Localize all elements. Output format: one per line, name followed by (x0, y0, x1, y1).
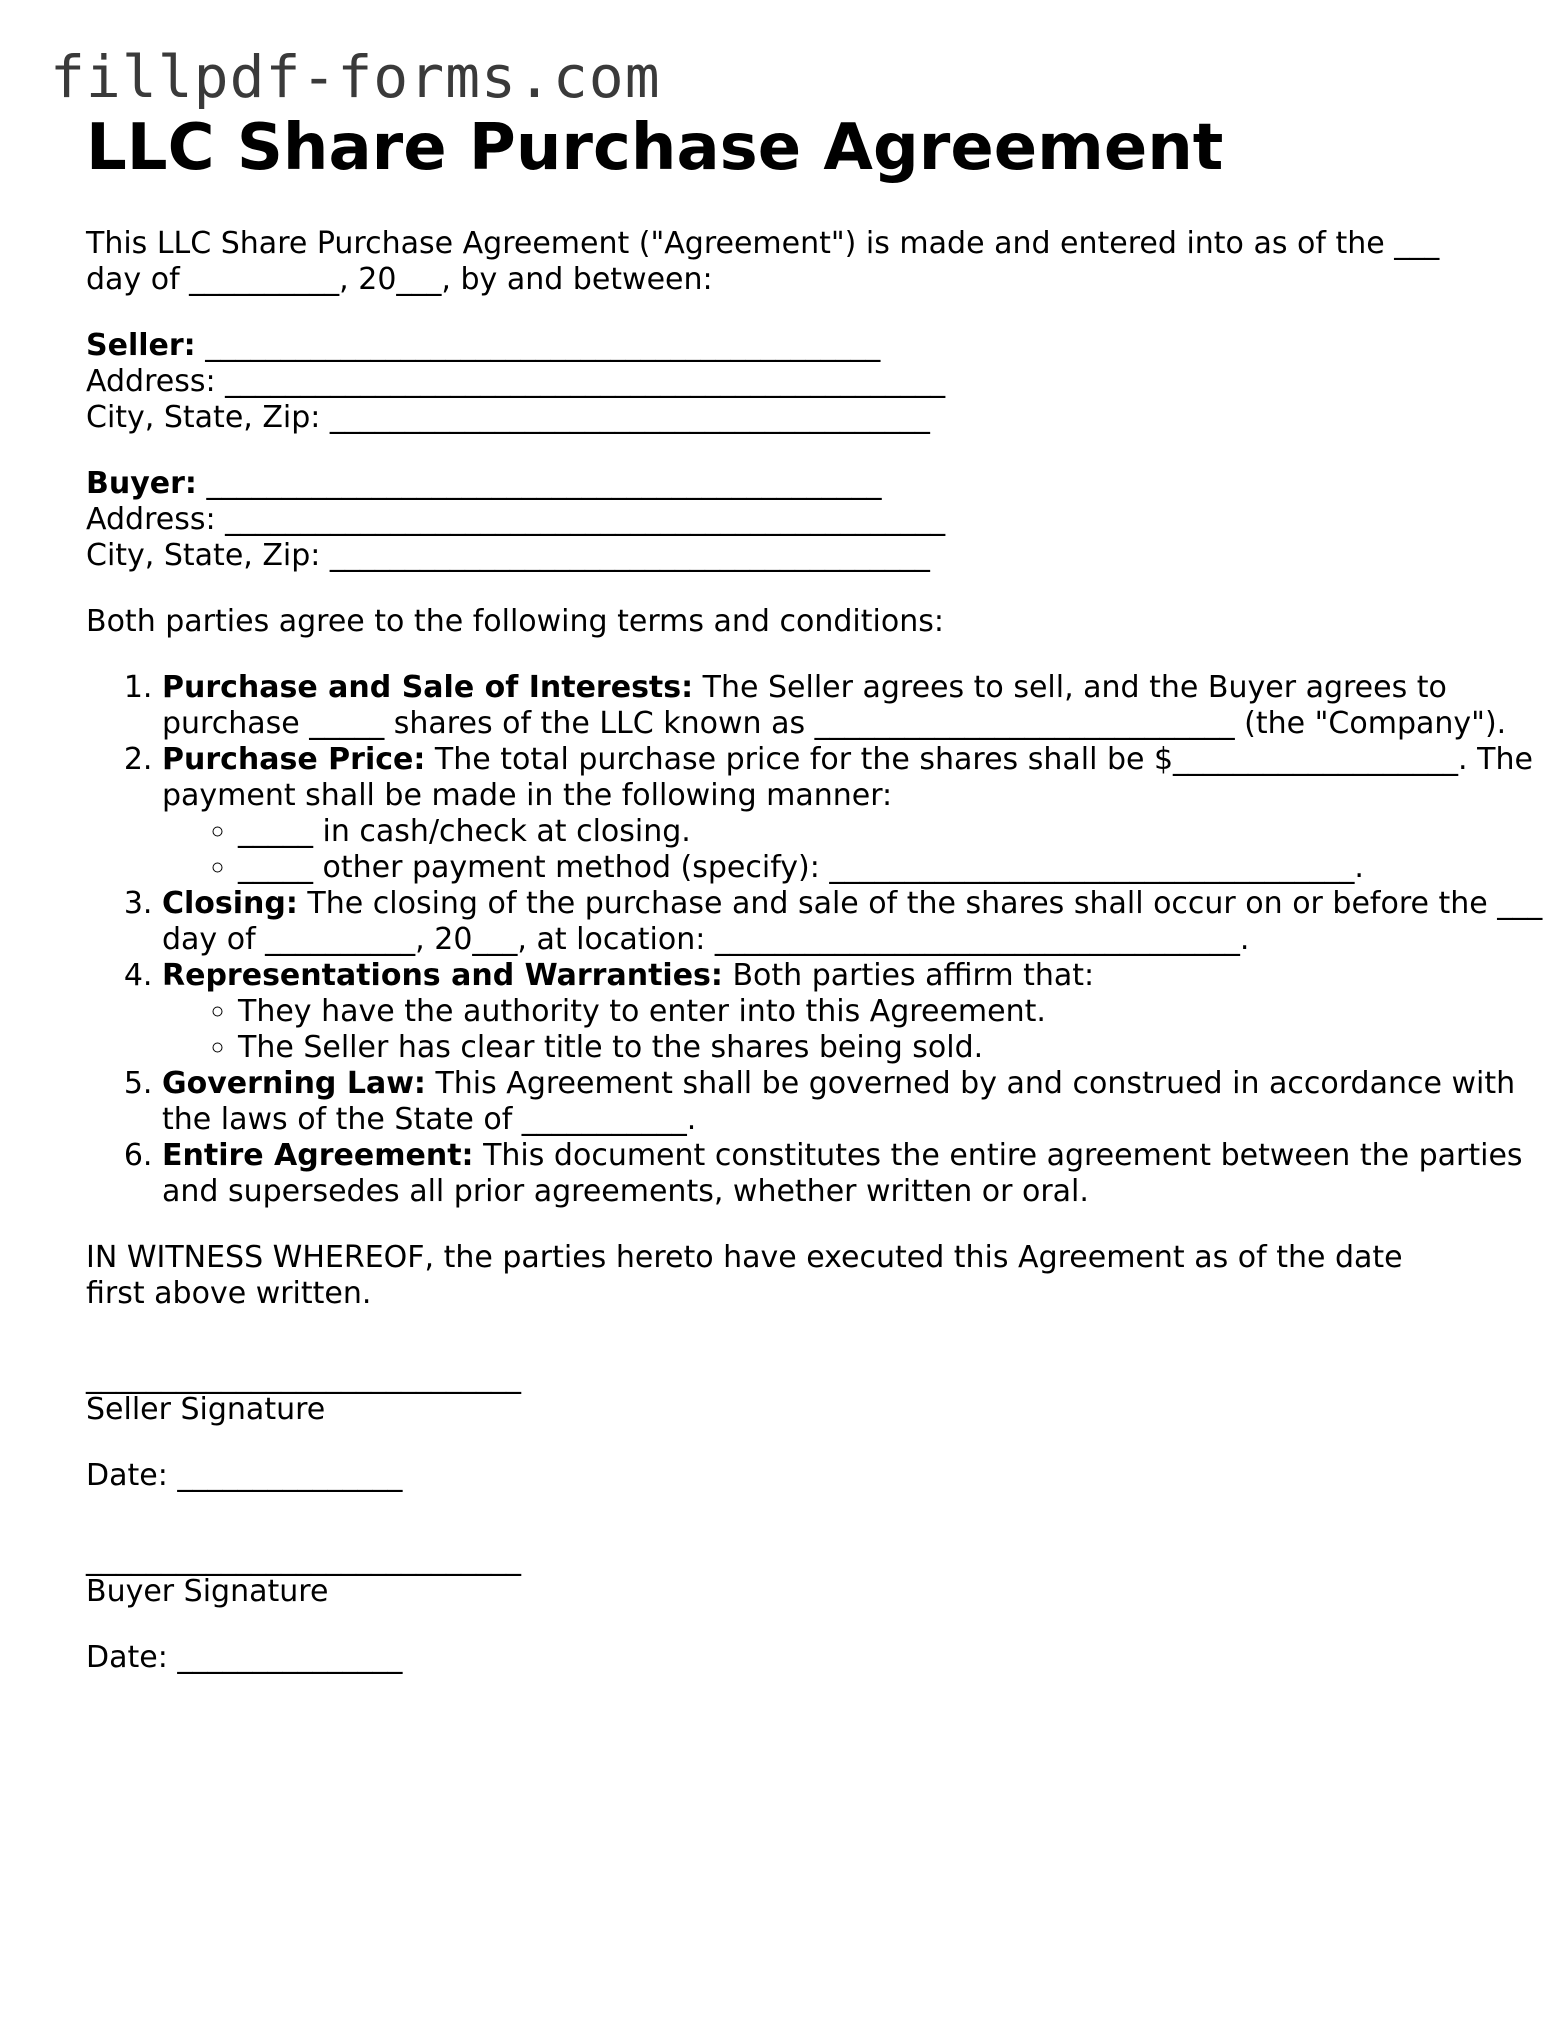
buyer-name-field[interactable]: _____________________________________________ (206, 466, 882, 501)
term-text: This document constitutes the entire agreement between the parties and supersedes all prior agreements, whether written or oral. (162, 1138, 1523, 1209)
term-heading: Closing: (162, 886, 298, 921)
buyer-name-row (86, 466, 1486, 502)
buyer-label: Buyer: (86, 466, 197, 501)
representation-item: ◦ The Seller has clear title to the shares being sold. (238, 1030, 1552, 1066)
seller-block (86, 328, 1486, 436)
term-item-closing (162, 886, 1552, 958)
watermark: fillpdf-forms.com (50, 43, 661, 111)
term-heading: Governing Law: (162, 1066, 426, 1101)
term-text: The total purchase price for the shares shall be $___________________. The payment shall be made in the following manner: (162, 742, 1533, 813)
seller-name-field[interactable]: _____________________________________________ (205, 328, 881, 363)
term-text: This Agreement shall be governed by and construed in accordance with the laws of the State of ___________. (162, 1066, 1516, 1137)
intro-line-2: day of __________, 20___, by and between: (86, 262, 713, 297)
buyer-date-field[interactable]: Date: _______________ (86, 1640, 403, 1675)
term-item-entire-agreement (162, 1138, 1552, 1210)
buyer-signature-block (86, 1542, 1486, 1676)
payment-other-item: ◦ _____ other payment method (specify): ___________________________________. (238, 850, 1552, 886)
term-item-purchase-sale (162, 670, 1552, 742)
payment-cash-item: ◦ _____ in cash/check at closing. (238, 814, 1552, 850)
seller-name-row (86, 328, 1486, 364)
term-item-representations (162, 958, 1552, 1066)
term-heading: Entire Agreement: (162, 1138, 474, 1173)
term-text: The Seller agrees to sell, and the Buyer agrees to purchase _____ shares of the LLC known as ____________________________ (the "Company"). (162, 670, 1507, 741)
terms-list (86, 670, 1552, 1210)
buyer-block (86, 466, 1486, 574)
intro-paragraph (86, 226, 1466, 298)
term-item-purchase-price (162, 742, 1552, 886)
representation-item: ◦ They have the authority to enter into this Agreement. (238, 994, 1552, 1030)
seller-signature-label: Seller Signature (86, 1392, 326, 1427)
term-heading: Representations and Warranties: (162, 958, 723, 993)
buyer-city-field[interactable]: City, State, Zip: ________________________________________ (86, 538, 930, 573)
term-heading: Purchase Price: (162, 742, 426, 777)
term-text: The closing of the purchase and sale of the shares shall occur on or before the ___ day of __________, 20___, at location: ___________________________________. (162, 886, 1543, 957)
term-item-governing-law (162, 1066, 1552, 1138)
seller-signature-line[interactable]: _____________________________ (86, 1360, 521, 1395)
document-page (86, 110, 1543, 1676)
seller-signature-block (86, 1360, 1486, 1494)
terms-lead: Both parties agree to the following terms and conditions: (86, 604, 944, 639)
buyer-address-field[interactable]: Address: ________________________________________________ (86, 502, 946, 537)
buyer-signature-label: Buyer Signature (86, 1574, 329, 1609)
term-heading: Purchase and Sale of Interests: (162, 670, 694, 705)
seller-address-field[interactable]: Address: ________________________________________________ (86, 364, 946, 399)
term-text: Both parties affirm that: (722, 958, 1095, 993)
document-title: LLC Share Purchase Agreement (86, 111, 1224, 185)
intro-line-1: This LLC Share Purchase Agreement ("Agreement") is made and entered into as of the ___ (86, 226, 1440, 261)
witness-paragraph: IN WITNESS WHEREOF, the parties hereto have executed this Agreement as of the date first above written. (86, 1240, 1403, 1311)
seller-label: Seller: (86, 328, 196, 363)
seller-city-field[interactable]: City, State, Zip: ________________________________________ (86, 400, 930, 435)
payment-method-list (162, 814, 1552, 886)
seller-date-field[interactable]: Date: _______________ (86, 1458, 403, 1493)
buyer-signature-line[interactable]: _____________________________ (86, 1542, 521, 1577)
representations-list (162, 994, 1552, 1066)
